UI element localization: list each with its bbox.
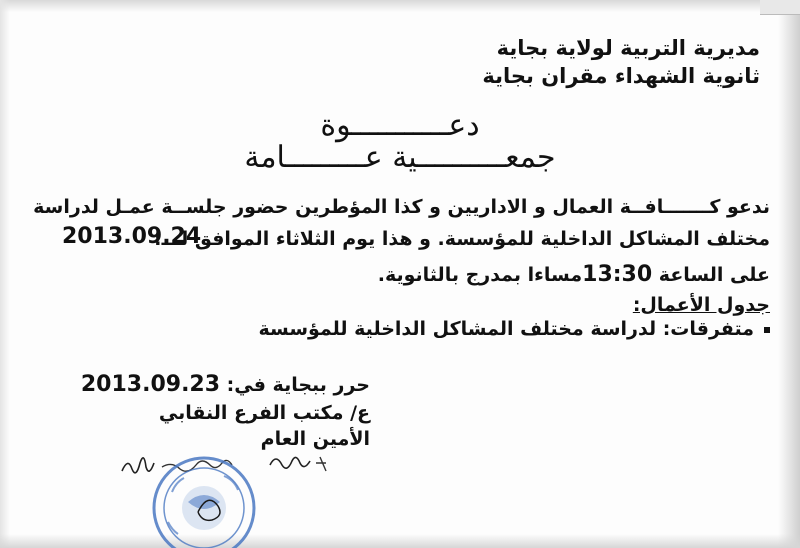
signoff-office: ع/ مكتب الفرع النقابي (158, 402, 370, 424)
scan-shadow-left (0, 0, 10, 548)
title-invitation: دعـــــــــــوة (320, 108, 480, 143)
agenda-item-text: متفرقات: لدراسة مختلف المشاكل الداخلية للمؤسسة (258, 318, 754, 340)
body-paragraph-line3 (378, 262, 770, 287)
scan-shadow-right (778, 0, 800, 548)
meeting-date: 2013.09.24 (62, 224, 202, 249)
issue-date: 2013.09.23 (80, 372, 221, 397)
signoff-place: حرر ببجاية في: (226, 374, 370, 396)
official-stamp (148, 452, 260, 548)
signoff-role: الأمين العام (260, 428, 370, 450)
scan-shadow-top (0, 0, 800, 12)
time-prefix: على الساعة (658, 264, 770, 286)
agenda-item (258, 318, 770, 340)
scan-shadow-bottom (0, 534, 800, 548)
scan-corner (760, 0, 800, 15)
header-directorate: مديرية التربية لولاية بجاية (496, 36, 760, 60)
time-suffix: مساءا بمدرج بالثانوية. (377, 264, 583, 286)
meeting-time: 13:30 (582, 262, 653, 287)
title-general-assembly: جمعــــــــــية عـــــــــامة (244, 140, 556, 175)
bullet-icon (764, 327, 770, 333)
body-paragraph-line1: ندعو كـــــــافــة العمال و الاداريين و كذا المؤطرين حضور جلســة عمـل لدراسة (33, 196, 770, 218)
signoff-place-date (81, 372, 370, 397)
body-paragraph-line2: مختلف المشاكل الداخلية للمؤسسة. و هذا يوم الثلاثاء الموافق لـــ: (154, 228, 770, 250)
header-school: ثانوية الشهداء مقران بجاية (482, 64, 760, 88)
agenda-heading: جدول الأعمال: (632, 294, 770, 316)
